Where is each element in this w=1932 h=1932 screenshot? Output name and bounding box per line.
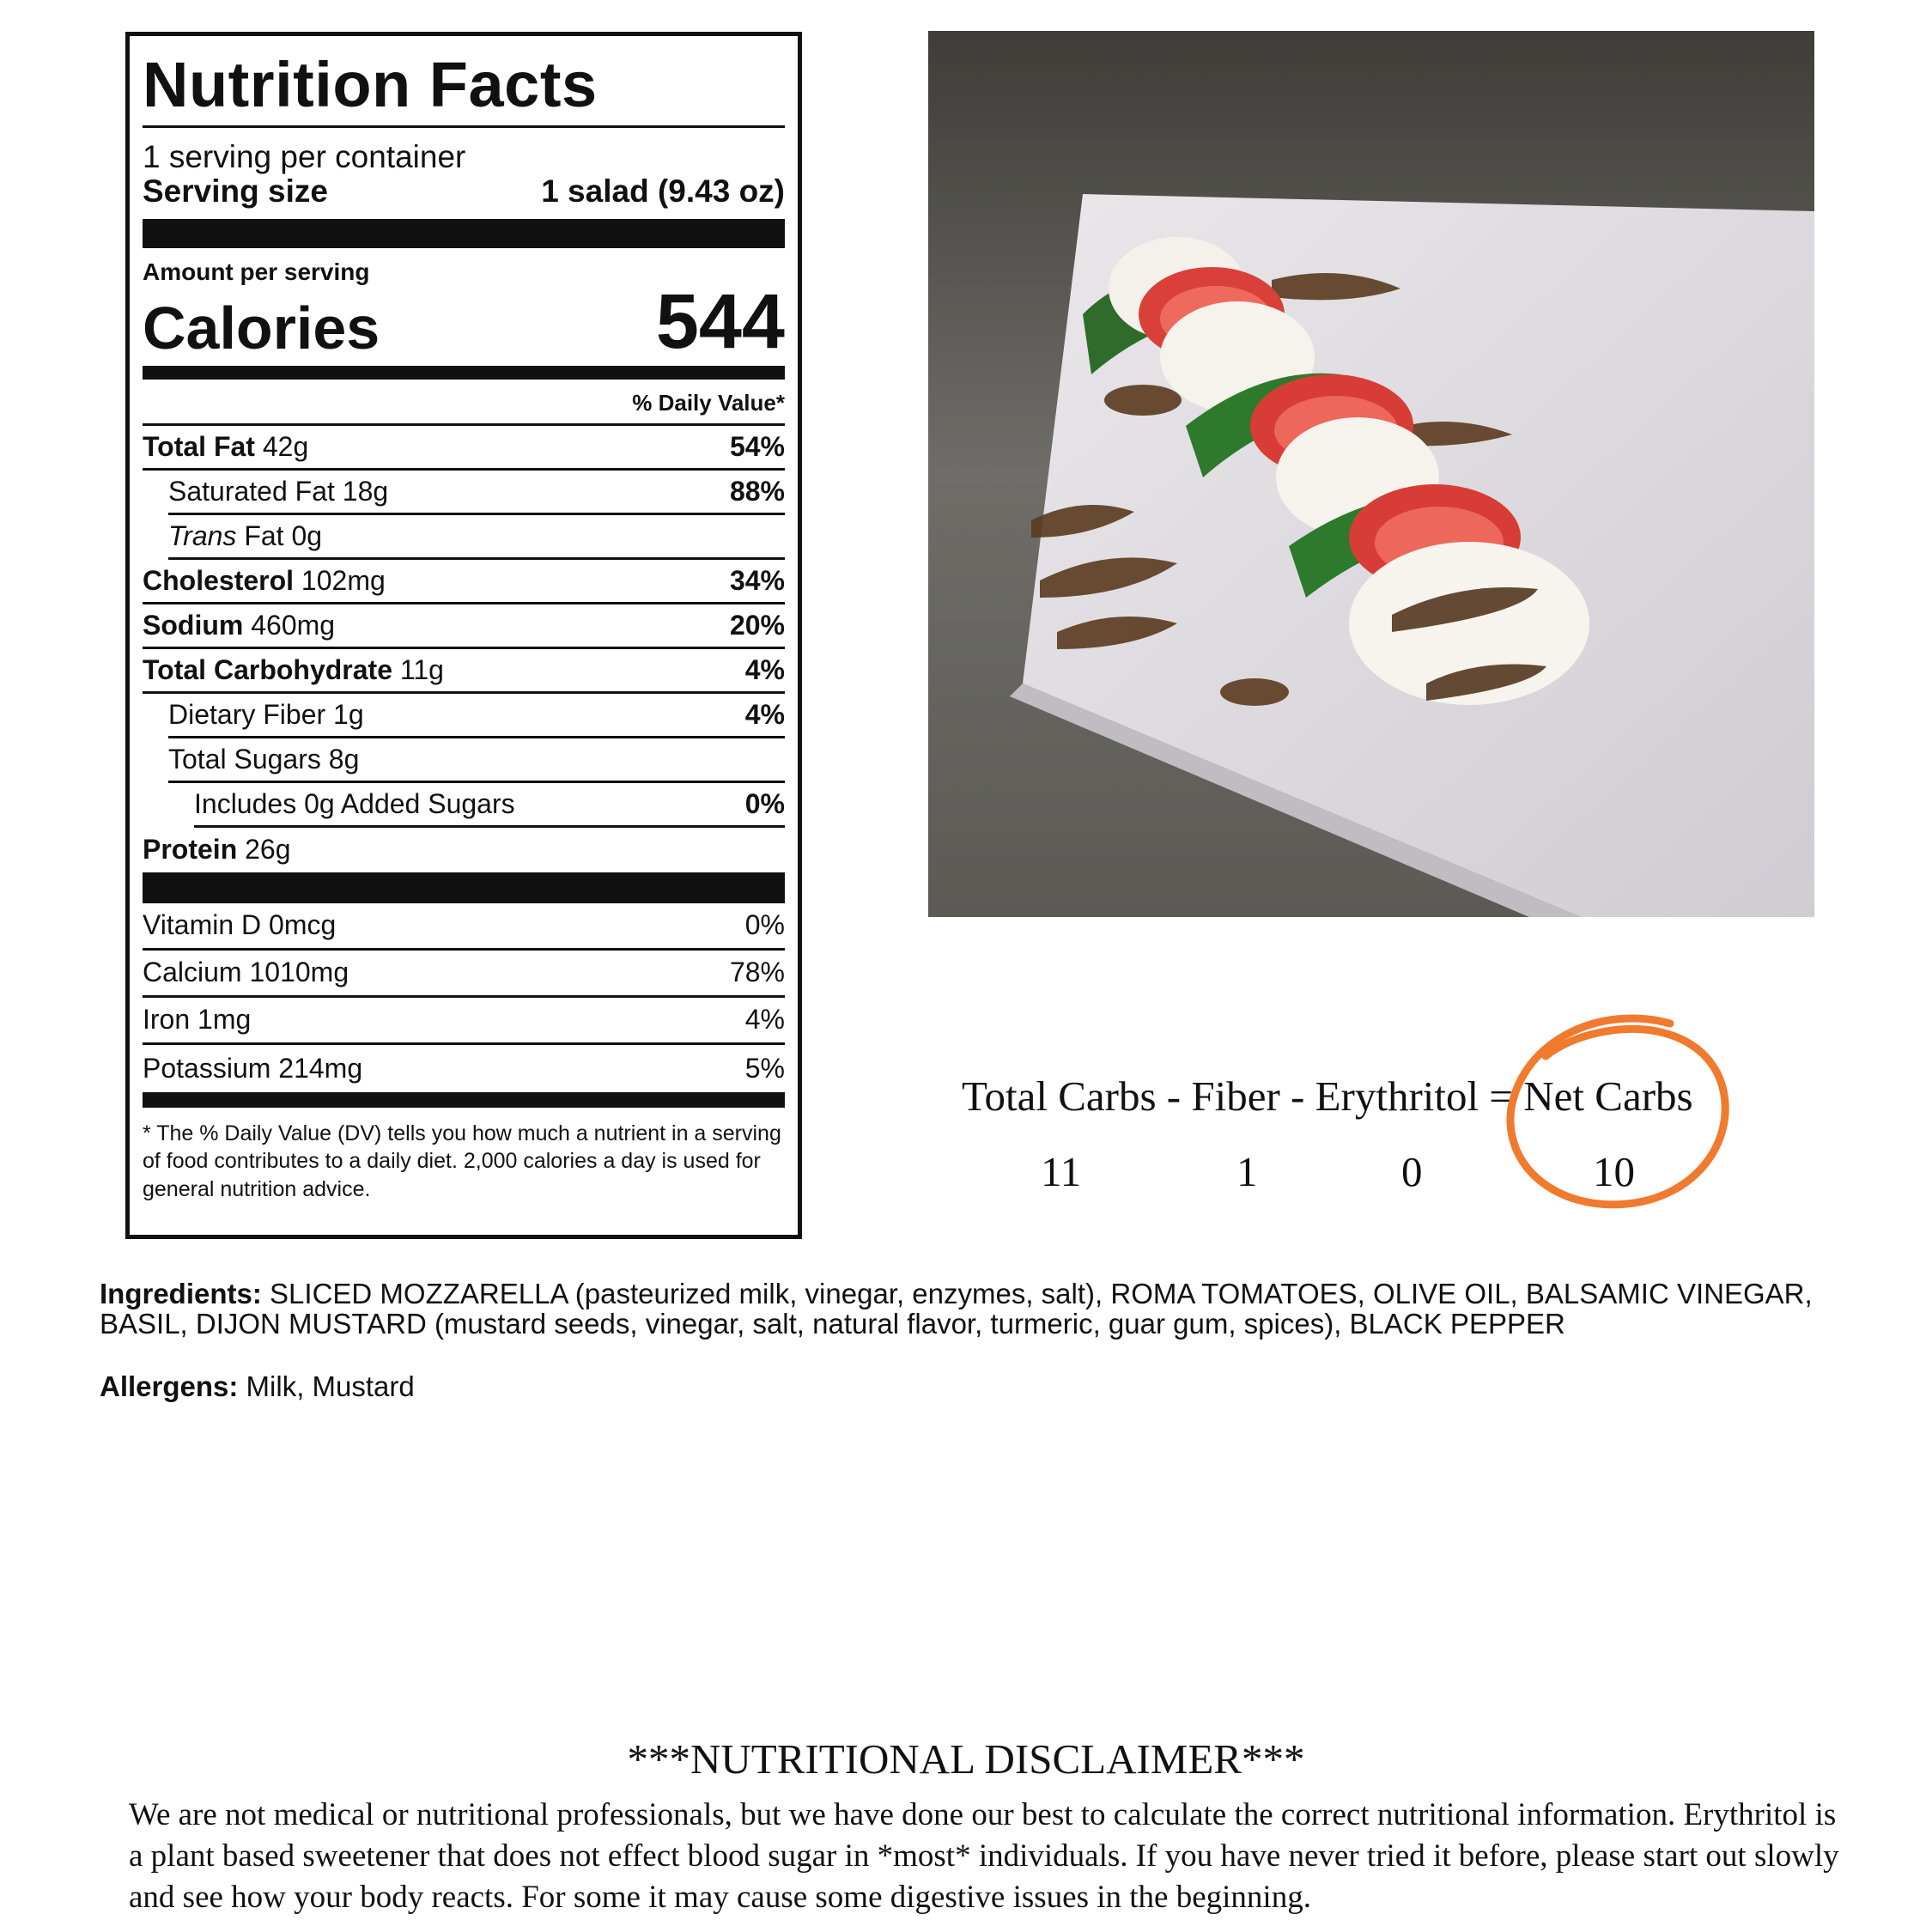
nutrition-facts-label	[125, 32, 802, 1239]
total-carbs-value: 11	[1041, 1148, 1082, 1195]
nutrient-row-total-fat	[143, 426, 785, 471]
calories-value: 544	[655, 278, 785, 365]
nutrient-name: Total Sugars	[168, 743, 321, 775]
divider-thick	[143, 872, 785, 903]
nutrient-name: Protein	[143, 834, 238, 866]
disclaimer-title: ***NUTRITIONAL DISCLAIMER***	[627, 1735, 1305, 1783]
nutrient-name: Trans	[168, 519, 237, 551]
daily-value-header: % Daily Value*	[632, 389, 785, 416]
allergens-label: Allergens:	[100, 1370, 239, 1402]
nutrient-row-dietary-fiber	[168, 694, 785, 738]
servings-per-container: 1 serving per container	[143, 139, 466, 174]
vitamin-dv: 0%	[744, 909, 785, 941]
nutrient-dv: 4%	[744, 653, 785, 685]
nutrient-amount: 1g	[333, 698, 364, 730]
nutrient-row-saturated-fat	[168, 471, 785, 515]
nutrient-name: Total Carbohydrate	[143, 653, 392, 685]
nutrient-name: Includes 0g Added Sugars	[194, 787, 515, 819]
vitamin-dv: 5%	[744, 1052, 785, 1084]
calories-label: Calories	[143, 295, 380, 362]
nutrient-row-protein	[143, 828, 785, 872]
nutrient-row-trans-fat	[168, 515, 785, 560]
nutrient-row-added-sugars	[194, 783, 785, 828]
allergens-text: Milk, Mustard	[246, 1370, 415, 1402]
nutrient-dv: 88%	[729, 475, 785, 507]
nutrient-amount: 26g	[245, 834, 291, 866]
net-carbs-value: 10	[1593, 1148, 1635, 1195]
nutrient-amount: 460mg	[251, 609, 336, 641]
nutrient-amount: 18g	[342, 475, 389, 507]
vitamin-name: Vitamin D 0mcg	[143, 909, 337, 941]
nutrient-row-total-carbohydrate	[143, 649, 785, 694]
vitamin-row	[143, 1045, 785, 1092]
vitamin-row	[143, 951, 785, 998]
amount-per-serving: Amount per serving	[143, 258, 370, 285]
serving-size-label: Serving size	[143, 173, 328, 209]
vitamin-row	[143, 998, 785, 1045]
nutrient-name: Saturated Fat	[168, 475, 335, 507]
nutrient-dv: 54%	[729, 430, 785, 462]
nutrient-amount: Fat 0g	[244, 519, 323, 551]
vitamin-dv: 78%	[729, 957, 785, 988]
nutrient-row-cholesterol	[143, 560, 785, 605]
nutrient-dv: 20%	[729, 609, 785, 641]
divider-thick	[143, 219, 785, 248]
net-carbs-highlight-circle	[1498, 1005, 1739, 1219]
allergens-list	[100, 1370, 415, 1403]
nutrient-row-sodium	[143, 605, 785, 649]
ingredients-label: Ingredients:	[100, 1278, 262, 1309]
label-footnote: * The % Daily Value (DV) tells you how much a nutrient in a serving of food contributes to a daily diet. 2,000 calories a day is used for general nutrition advice.	[143, 1121, 781, 1201]
nutrient-name: Cholesterol	[143, 564, 295, 596]
vitamin-name: Iron 1mg	[143, 1004, 252, 1036]
nutrient-dv: 0%	[744, 787, 785, 819]
ingredients-text: SLICED MOZZARELLA (pasteurized milk, vinegar, enzymes, salt), ROMA TOMATOES, OLIVE OIL, BALSAMIC VINEGAR, BASIL, DIJON MUSTARD (mustard seeds, vinegar, salt, natural flavor, turmeric, guar gum, spices), BLACK PEPPER	[100, 1278, 1813, 1340]
serving-size-value: 1 salad (9.43 oz)	[541, 173, 785, 209]
fiber-value: 1	[1236, 1148, 1258, 1195]
divider	[143, 125, 785, 128]
nutrient-amount: 42g	[262, 430, 309, 462]
nutrient-name: Total Fat	[143, 430, 255, 462]
nutrient-dv: 4%	[744, 698, 785, 730]
nutrient-row-total-sugars	[168, 738, 785, 783]
nutrient-dv: 34%	[729, 564, 785, 596]
divider-medium	[143, 1092, 785, 1108]
divider-medium	[143, 366, 785, 380]
caprese-salad-illustration	[928, 31, 1814, 917]
salad-photo	[928, 31, 1814, 917]
nutrient-amount: 8g	[328, 743, 360, 775]
disclaimer-body: We are not medical or nutritional professionals, but we have done our best to calculate the correct nutritional information. Erythritol is a plant based sweetener that does not effect blood sugar in *most* individuals. If you have never tried it before, please start out slowly and see how your body reacts. For some it may cause some digestive issues in the beginning.	[129, 1797, 1839, 1916]
vitamin-dv: 4%	[744, 1004, 785, 1036]
nutrient-name: Dietary Fiber	[168, 698, 326, 730]
vitamin-name: Potassium 214mg	[143, 1052, 363, 1084]
nutrient-name: Sodium	[143, 609, 244, 641]
nutrient-amount: 102mg	[301, 564, 386, 596]
label-title: Nutrition Facts	[143, 49, 598, 120]
formula-text: Total Carbs - Fiber - Erythritol = Net Carbs	[962, 1072, 1693, 1120]
erythritol-value: 0	[1401, 1148, 1423, 1195]
ingredients-list	[100, 1279, 1843, 1339]
calories-row	[143, 278, 785, 365]
vitamin-row	[143, 903, 785, 951]
nutrient-amount: 11g	[399, 653, 444, 685]
vitamin-name: Calcium 1010mg	[143, 957, 349, 988]
serving-size-row	[143, 175, 785, 209]
